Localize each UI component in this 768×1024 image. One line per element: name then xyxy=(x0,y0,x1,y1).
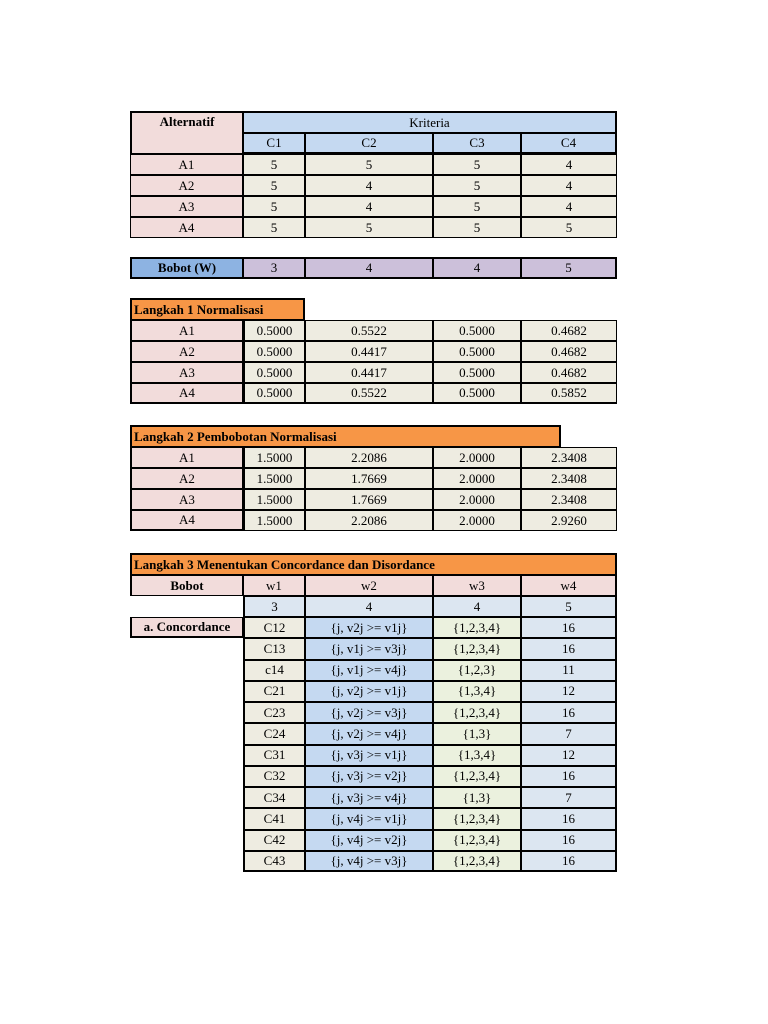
bobot-label: Bobot xyxy=(130,575,243,596)
weighted-value-cell: 1.5000 xyxy=(243,510,305,531)
concordance-code: C31 xyxy=(243,745,305,766)
concordance-set: {1,2,3,4} xyxy=(433,851,521,872)
alternative-label: A4 xyxy=(130,217,243,238)
weighted-value-cell: 2.2086 xyxy=(305,510,433,531)
weighted-value-cell: 2.3408 xyxy=(521,489,617,510)
concordance-expression: {j, v2j >= v1j} xyxy=(305,617,433,638)
concordance-value: 7 xyxy=(521,787,617,808)
weight-value: 5 xyxy=(521,596,617,617)
criteria-header-c2: C2 xyxy=(305,133,433,154)
normalized-value-cell: 0.4682 xyxy=(521,341,617,362)
table1-value-cell: 5 xyxy=(433,217,521,238)
concordance-value: 11 xyxy=(521,660,617,681)
alternative-label: A2 xyxy=(130,468,243,489)
table1-value-cell: 5 xyxy=(305,154,433,175)
bobot-value: 4 xyxy=(433,257,521,279)
concordance-set: {1,2,3,4} xyxy=(433,617,521,638)
concordance-set: {1,3} xyxy=(433,787,521,808)
weight-name-header: w2 xyxy=(305,575,433,596)
weight-value: 4 xyxy=(305,596,433,617)
concordance-code: C12 xyxy=(243,617,305,638)
table1-value-cell: 4 xyxy=(521,154,617,175)
weighted-value-cell: 2.0000 xyxy=(433,510,521,531)
step3-title: Langkah 3 Menentukan Concordance dan Disordance xyxy=(130,553,617,575)
concordance-expression: {j, v3j >= v2j} xyxy=(305,766,433,787)
normalized-value-cell: 0.5522 xyxy=(305,383,433,404)
table1-value-cell: 5 xyxy=(521,217,617,238)
weight-name-header: w4 xyxy=(521,575,617,596)
weight-value: 4 xyxy=(433,596,521,617)
concordance-set: {1,3} xyxy=(433,723,521,744)
concordance-code: C21 xyxy=(243,681,305,702)
concordance-set: {1,2,3,4} xyxy=(433,702,521,723)
alternative-label: A3 xyxy=(130,196,243,217)
table1-value-cell: 5 xyxy=(433,175,521,196)
alternative-label: A4 xyxy=(130,383,243,404)
concordance-code: C42 xyxy=(243,830,305,851)
concordance-expression: {j, v2j >= v4j} xyxy=(305,723,433,744)
normalized-value-cell: 0.5000 xyxy=(243,383,305,404)
table1-value-cell: 5 xyxy=(433,154,521,175)
weighted-value-cell: 2.9260 xyxy=(521,510,617,531)
alternative-label: A3 xyxy=(130,362,243,383)
weighted-value-cell: 1.5000 xyxy=(243,468,305,489)
table1-value-cell: 5 xyxy=(433,196,521,217)
concordance-code: C34 xyxy=(243,787,305,808)
concordance-code: C43 xyxy=(243,851,305,872)
table1-value-cell: 5 xyxy=(243,217,305,238)
normalized-value-cell: 0.5522 xyxy=(305,320,433,341)
normalized-value-cell: 0.5000 xyxy=(243,320,305,341)
concordance-expression: {j, v1j >= v3j} xyxy=(305,638,433,659)
concordance-value: 12 xyxy=(521,681,617,702)
weighted-value-cell: 1.5000 xyxy=(243,489,305,510)
weighted-value-cell: 1.7669 xyxy=(305,489,433,510)
normalized-value-cell: 0.4417 xyxy=(305,362,433,383)
normalized-value-cell: 0.5000 xyxy=(433,383,521,404)
weighted-value-cell: 2.0000 xyxy=(433,489,521,510)
normalized-value-cell: 0.5000 xyxy=(243,341,305,362)
table1-value-cell: 4 xyxy=(521,175,617,196)
step2-title: Langkah 2 Pembobotan Normalisasi xyxy=(130,425,561,447)
alternative-label: A4 xyxy=(130,510,243,531)
concordance-code: C32 xyxy=(243,766,305,787)
concordance-value: 16 xyxy=(521,851,617,872)
table1-value-cell: 4 xyxy=(521,196,617,217)
table1-value-cell: 5 xyxy=(305,217,433,238)
concordance-expression: {j, v4j >= v1j} xyxy=(305,808,433,829)
concordance-label: a. Concordance xyxy=(130,617,243,638)
normalized-value-cell: 0.5000 xyxy=(243,362,305,383)
concordance-value: 12 xyxy=(521,745,617,766)
concordance-code: C24 xyxy=(243,723,305,744)
alternatif-header: Alternatif xyxy=(130,111,243,154)
normalized-value-cell: 0.5852 xyxy=(521,383,617,404)
kriteria-header: Kriteria xyxy=(243,111,617,133)
weighted-value-cell: 2.0000 xyxy=(433,447,521,468)
alternative-label: A1 xyxy=(130,154,243,175)
concordance-value: 16 xyxy=(521,766,617,787)
concordance-expression: {j, v2j >= v3j} xyxy=(305,702,433,723)
criteria-header-c3: C3 xyxy=(433,133,521,154)
table1-value-cell: 4 xyxy=(305,196,433,217)
concordance-code: C13 xyxy=(243,638,305,659)
alternative-label: A1 xyxy=(130,447,243,468)
normalized-value-cell: 0.5000 xyxy=(433,362,521,383)
weight-name-header: w1 xyxy=(243,575,305,596)
weighted-value-cell: 1.5000 xyxy=(243,447,305,468)
normalized-value-cell: 0.4682 xyxy=(521,320,617,341)
concordance-expression: {j, v1j >= v4j} xyxy=(305,660,433,681)
weighted-value-cell: 1.7669 xyxy=(305,468,433,489)
criteria-header-c4: C4 xyxy=(521,133,617,154)
normalized-value-cell: 0.4682 xyxy=(521,362,617,383)
concordance-set: {1,2,3,4} xyxy=(433,808,521,829)
concordance-code: C41 xyxy=(243,808,305,829)
weighted-value-cell: 2.0000 xyxy=(433,468,521,489)
bobot-label: Bobot (W) xyxy=(130,257,243,279)
weighted-value-cell: 2.3408 xyxy=(521,447,617,468)
concordance-value: 16 xyxy=(521,808,617,829)
criteria-header-c1: C1 xyxy=(243,133,305,154)
alternative-label: A3 xyxy=(130,489,243,510)
concordance-set: {1,3,4} xyxy=(433,681,521,702)
bobot-value: 3 xyxy=(243,257,305,279)
weighted-value-cell: 2.2086 xyxy=(305,447,433,468)
normalized-value-cell: 0.4417 xyxy=(305,341,433,362)
concordance-expression: {j, v2j >= v1j} xyxy=(305,681,433,702)
concordance-value: 16 xyxy=(521,830,617,851)
concordance-value: 16 xyxy=(521,617,617,638)
concordance-value: 7 xyxy=(521,723,617,744)
concordance-code: c14 xyxy=(243,660,305,681)
table1-value-cell: 4 xyxy=(305,175,433,196)
weight-name-header: w3 xyxy=(433,575,521,596)
table1-value-cell: 5 xyxy=(243,196,305,217)
concordance-set: {1,2,3,4} xyxy=(433,766,521,787)
weighted-value-cell: 2.3408 xyxy=(521,468,617,489)
alternative-label: A2 xyxy=(130,175,243,196)
concordance-set: {1,2,3} xyxy=(433,660,521,681)
table1-value-cell: 5 xyxy=(243,175,305,196)
table1-value-cell: 5 xyxy=(243,154,305,175)
concordance-set: {1,2,3,4} xyxy=(433,638,521,659)
concordance-expression: {j, v4j >= v3j} xyxy=(305,851,433,872)
normalized-value-cell: 0.5000 xyxy=(433,341,521,362)
concordance-value: 16 xyxy=(521,638,617,659)
step1-title: Langkah 1 Normalisasi xyxy=(130,298,305,320)
bobot-value: 5 xyxy=(521,257,617,279)
concordance-expression: {j, v3j >= v1j} xyxy=(305,745,433,766)
weight-value: 3 xyxy=(243,596,305,617)
alternative-label: A1 xyxy=(130,320,243,341)
concordance-set: {1,3,4} xyxy=(433,745,521,766)
concordance-expression: {j, v3j >= v4j} xyxy=(305,787,433,808)
bobot-value: 4 xyxy=(305,257,433,279)
normalized-value-cell: 0.5000 xyxy=(433,320,521,341)
concordance-value: 16 xyxy=(521,702,617,723)
concordance-expression: {j, v4j >= v2j} xyxy=(305,830,433,851)
concordance-code: C23 xyxy=(243,702,305,723)
alternative-label: A2 xyxy=(130,341,243,362)
concordance-set: {1,2,3,4} xyxy=(433,830,521,851)
